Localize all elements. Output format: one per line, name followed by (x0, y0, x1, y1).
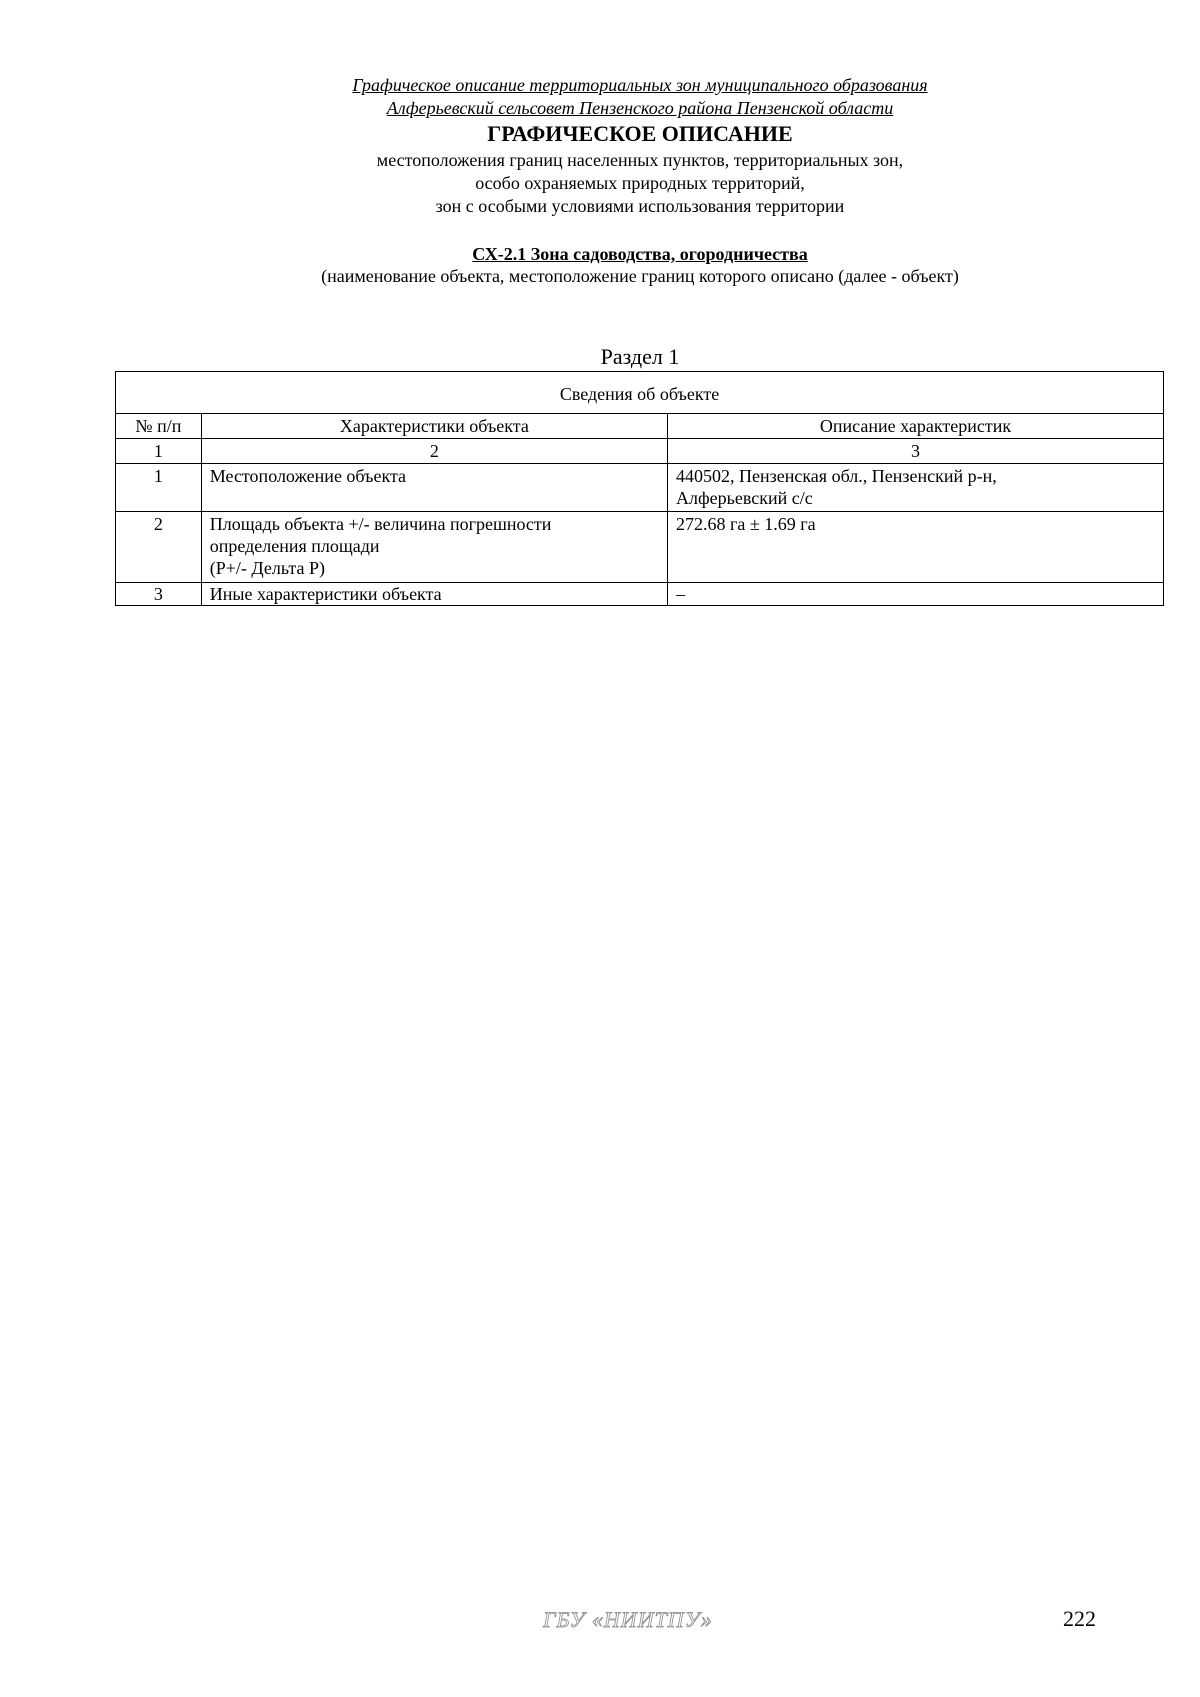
characteristic-line: (Р+/- Дельта Р) (209, 558, 325, 578)
row-number: 2 (116, 512, 202, 583)
row-description (667, 512, 1163, 583)
header-characteristic: Характеристики объекта (201, 414, 667, 439)
header-description: Описание характеристик (667, 414, 1163, 439)
row-number: 3 (116, 583, 202, 606)
column-number-1: 1 (116, 439, 202, 464)
subtitle-line-1: местоположения границ населенных пунктов, территориальных зон, (376, 150, 904, 170)
footer-organization: ГБУ «НИИТПУ» (543, 1607, 714, 1632)
header-number: № п/п (116, 414, 202, 439)
description-line: 272.68 га ± 1.69 га (675, 514, 816, 534)
row-description (667, 583, 1163, 606)
row-number: 1 (116, 464, 202, 512)
subtitle-line-3: зон с особыми условиями использования территории (435, 196, 845, 216)
document-header-line-2: Алферьевский сельсовет Пензенского района Пензенской области (386, 98, 894, 118)
characteristic-line: Местоположение объекта (209, 466, 407, 486)
zone-caption: (наименование объекта, местоположение границ которого описано (далее - объект) (321, 266, 959, 286)
table-caption: Сведения об объекте (116, 372, 1164, 414)
row-characteristic (201, 464, 667, 512)
page-title: ГРАФИЧЕСКОЕ ОПИСАНИЕ (487, 121, 793, 146)
characteristic-line: Иные характеристики объекта (209, 584, 442, 604)
characteristic-line: определения площади (209, 536, 380, 556)
subtitle-line-2: особо охраняемых природных территорий, (475, 173, 805, 193)
table-row (116, 583, 1164, 606)
object-info-table (115, 371, 1164, 606)
document-header-line-1: Графическое описание территориальных зон муниципального образования (352, 75, 928, 95)
characteristic-line: Площадь объекта +/- величина погрешности (209, 514, 552, 534)
section-title: Раздел 1 (600, 344, 680, 369)
table-row (116, 512, 1164, 583)
column-number-2: 2 (201, 439, 667, 464)
zone-name: СХ-2.1 Зона садоводства, огородничества (472, 244, 808, 264)
description-line: – (675, 584, 685, 604)
page-number: 222 (1063, 1606, 1096, 1631)
description-line: Алферьевский с/с (675, 488, 813, 508)
row-description (667, 464, 1163, 512)
column-number-3: 3 (667, 439, 1163, 464)
description-line: 440502, Пензенская обл., Пензенский р-н, (675, 466, 997, 486)
row-characteristic (201, 583, 667, 606)
table-row (116, 464, 1164, 512)
row-characteristic (201, 512, 667, 583)
